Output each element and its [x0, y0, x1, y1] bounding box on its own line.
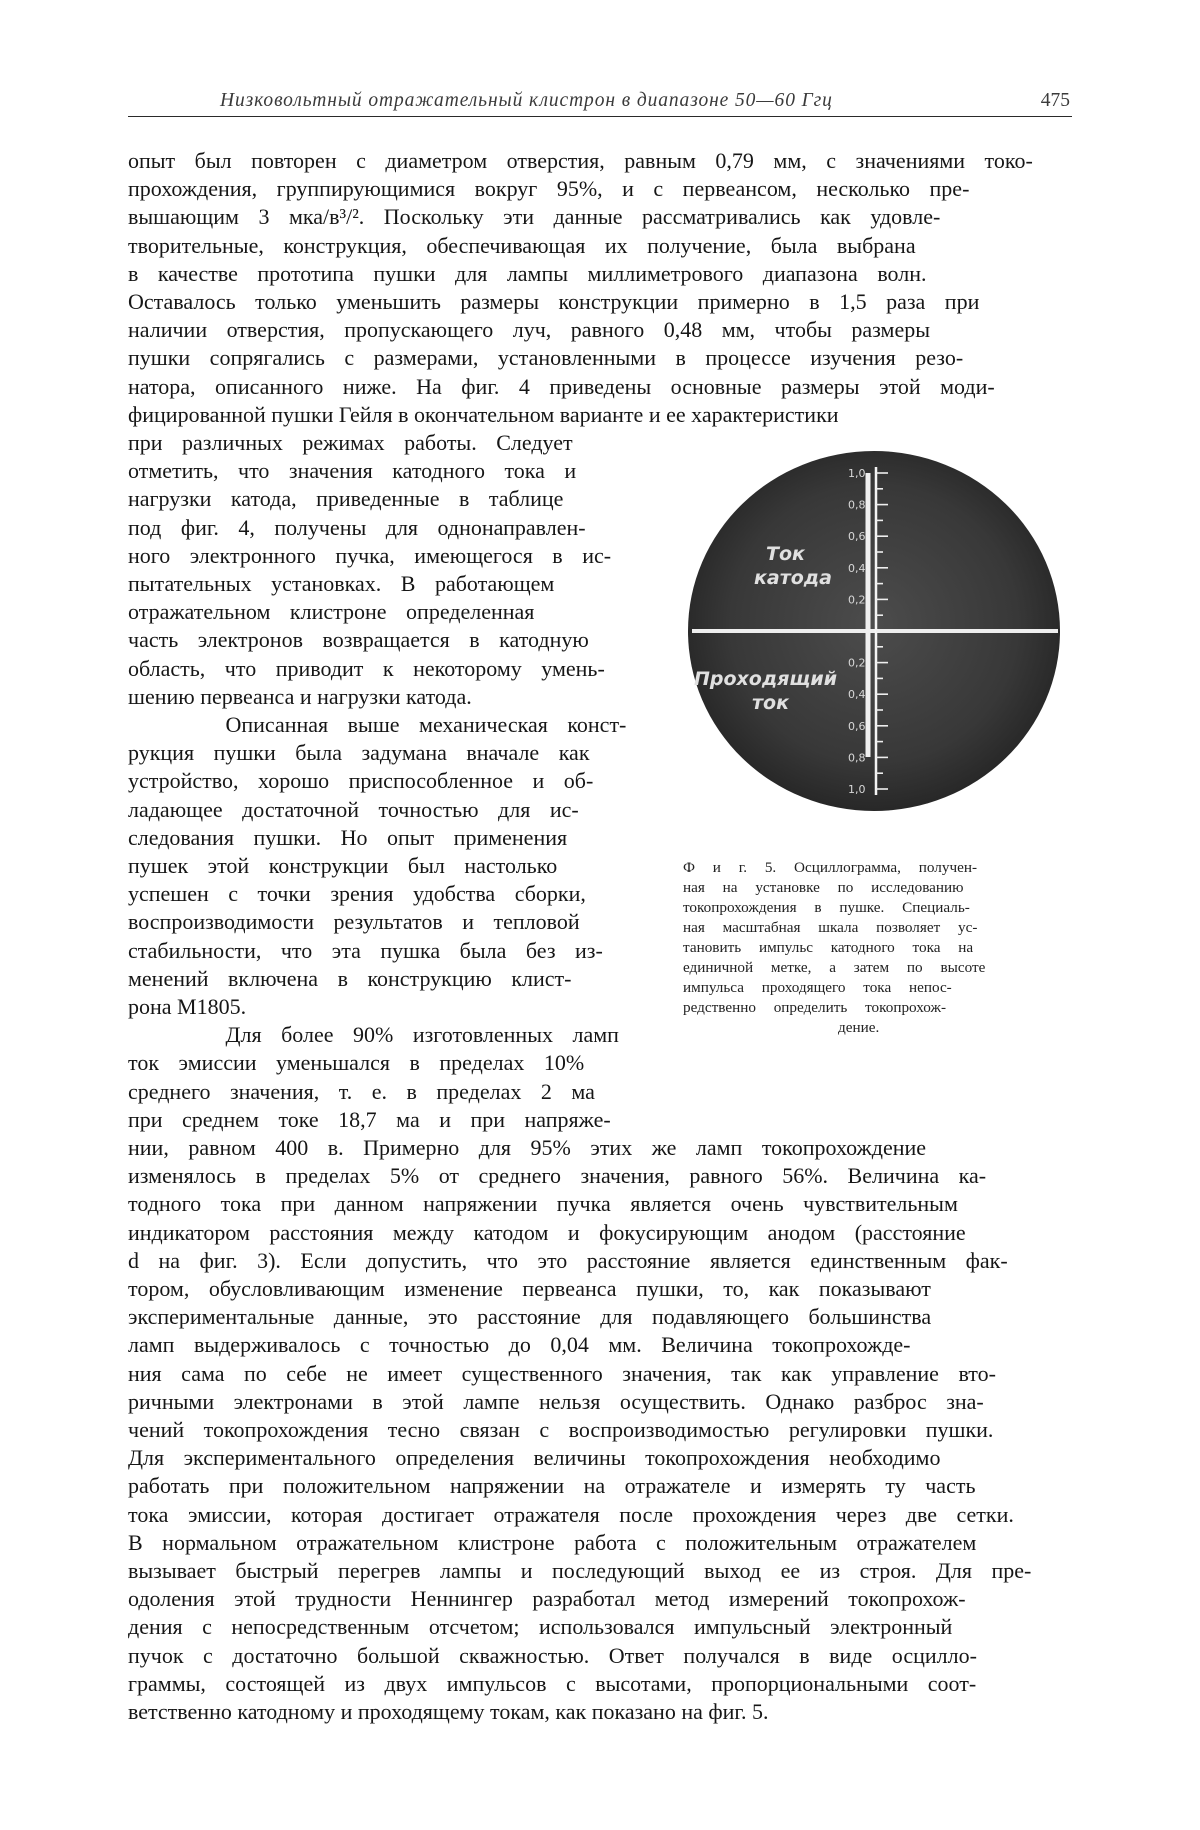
- text-line: пытательных установках. В работающем: [128, 571, 555, 596]
- passing-label-line-1: Проходящий: [694, 668, 838, 690]
- passing-label-line-2: ток: [752, 692, 789, 714]
- cathode-label-line-2: катода: [754, 567, 832, 589]
- text-line: воспроизводимости результатов и тепловой: [128, 909, 580, 935]
- caption-line: Ф и г. 5. Осциллограмма, получен-: [683, 859, 978, 876]
- scale-label-bottom: 0,8: [848, 751, 866, 765]
- text-line: вызывает быстрый перегрев лампы и последующий выход ее из строя. Для пре-: [128, 1558, 1032, 1583]
- running-title: Низковольтный отражательный клистрон в диапазоне 50—60 Ггц: [220, 90, 833, 111]
- text-line: при среднем токе 18,7 ма и при напряже-: [128, 1106, 611, 1132]
- scale-label-top: 0,2: [848, 593, 866, 607]
- text-line: тодного тока при данном напряжении пучка является очень чувствительным: [128, 1191, 958, 1217]
- text-line: d на фиг. 3). Если допустить, что это расстояние является единственным фак-: [128, 1247, 1008, 1273]
- text-line: вышающим 3 мка/в³/². Поскольку эти данные рассматривались как удовле-: [128, 204, 941, 230]
- cathode-label-line-1: Ток: [766, 543, 805, 565]
- scale-label-top: 1,0: [848, 467, 866, 480]
- text-line: при различных режимах работы. Следует: [128, 430, 573, 455]
- text-line: Для экспериментального определения величины токопрохождения необходимо: [128, 1445, 941, 1471]
- text-line: область, что приводит к некоторому умень-: [128, 655, 605, 681]
- scale-label-bottom: 0,6: [848, 719, 866, 733]
- text-line: следования пушки. Но опыт применения: [128, 824, 568, 850]
- text-line: в качестве прототипа пушки для лампы миллиметрового диапазона волн.: [128, 260, 927, 286]
- text-line: В нормальном отражательном клистроне работа с положительным отражателем: [128, 1529, 977, 1555]
- text-line: пучок с достаточно большой скважностью. Ответ получался в виде осцилло-: [128, 1642, 977, 1668]
- text-line: изменялось в пределах 5% от среднего значения, равного 56%. Величина ка-: [128, 1163, 987, 1189]
- text-line: нагрузки катода, приведенные в таблице: [128, 486, 564, 512]
- text-line: дения с непосредственным отсчетом; использовался импульсный электронный: [128, 1614, 953, 1640]
- text-line: Описанная выше механическая конст-: [128, 712, 627, 737]
- caption-line: тановить импульс катодного тока на: [683, 939, 974, 956]
- caption-line: ная масштабная шкала позволяет ус-: [683, 919, 978, 936]
- caption-line: импульса проходящего тока непос-: [683, 979, 952, 996]
- text-line: граммы, состоящей из двух импульсов с высотами, пропорциональными соот-: [128, 1670, 977, 1696]
- text-line: нии, равном 400 в. Примерно для 95% этих же ламп токопрохождение: [128, 1135, 927, 1160]
- text-line: индикатором расстояния между катодом и фокусирующим анодом (расстояние: [128, 1219, 966, 1245]
- text-line: тока эмиссии, которая достигает отражателя после прохождения через две сетки.: [128, 1501, 1014, 1527]
- oscillogram-image: [678, 445, 1073, 815]
- text-line: одоления этой трудности Неннингер разработал метод измерений токопрохож-: [128, 1586, 966, 1612]
- text-line: наличии отверстия, пропускающего луч, равного 0,48 мм, чтобы размеры: [128, 317, 931, 343]
- text-line: отражательном клистроне определенная: [128, 599, 535, 625]
- scale-label-bottom: 0,2: [848, 656, 866, 670]
- text-line: успешен с точки зрения удобства сборки,: [128, 881, 586, 907]
- text-line: стабильности, что эта пушка была без из-: [128, 937, 603, 963]
- text-line: творительные, конструкция, обеспечивающая их получение, была выбрана: [128, 232, 916, 258]
- text-line: рона M1805.: [128, 994, 247, 1019]
- text-line: устройство, хорошо приспособленное и об-: [128, 768, 594, 794]
- scale-label-bottom: 1,0: [848, 783, 866, 796]
- text-line: тором, обусловливающим изменение первеанса пушки, то, как показывают: [128, 1276, 931, 1301]
- text-line: ного электронного пучка, имеющегося в ис-: [128, 542, 612, 568]
- caption-line: единичной метке, а затем по высоте: [683, 959, 986, 976]
- text-line: пушки сопрягались с размерами, установленными в процессе изучения резо-: [128, 345, 964, 371]
- caption-line: токопрохождения в пушке. Специаль-: [683, 899, 970, 916]
- text-line: под фиг. 4, получены для однонаправлен-: [128, 514, 586, 540]
- text-line: ламп выдерживалось с точностью до 0,04 мм. Величина токопрохожде-: [128, 1332, 911, 1358]
- text-line: экспериментальные данные, это расстояние для подавляющего большинства: [128, 1304, 932, 1330]
- page-number: 475: [1040, 90, 1070, 111]
- text-line: часть электронов возвращается в катодную: [128, 627, 589, 653]
- text-line: чений токопрохождения тесно связан с воспроизводимостью регулировки пушки.: [128, 1417, 994, 1442]
- caption-line: редственно определить токопрохож-: [683, 999, 947, 1016]
- running-header: [128, 86, 1072, 117]
- text-line: отметить, что значения катодного тока и: [128, 458, 577, 484]
- text-line: ладающее достаточной точностью для ис-: [128, 796, 579, 822]
- scale-label-bottom: 0,4: [848, 688, 866, 702]
- oscillogram-figure: [678, 445, 1073, 815]
- scale-label-top: 0,8: [848, 498, 866, 512]
- text-line: работать при положительном напряжении на отражателе и измерять ту часть: [128, 1473, 976, 1499]
- text-line: рукция пушки была задумана вначале как: [128, 740, 590, 766]
- text-line: натора, описанного ниже. На фиг. 4 приведены основные размеры этой моди-: [128, 373, 995, 399]
- text-line: фицированной пушки Гейля в окончательном варианте и ее характеристики: [128, 401, 839, 427]
- text-line: менений включена в конструкцию клист-: [128, 965, 572, 991]
- text-line: Для более 90% изготовленных ламп: [128, 1022, 619, 1048]
- text-line: пушек этой конструкции был настолько: [128, 853, 558, 878]
- caption-line: ная на установке по исследованию: [683, 879, 964, 896]
- text-line: среднего значения, т. е. в пределах 2 ма: [128, 1078, 595, 1104]
- text-line: ричными электронами в этой лампе нельзя осуществить. Однако разброс зна-: [128, 1388, 984, 1414]
- scale-label-top: 0,6: [848, 530, 866, 544]
- scale-label-top: 0,4: [848, 561, 866, 575]
- text-line: шению первеанса и нагрузки катода.: [128, 683, 472, 709]
- caption-line: дение.: [838, 1019, 880, 1036]
- text-line: ния сама по себе не имеет существенного значения, так как управление вто-: [128, 1360, 996, 1386]
- text-line: ток эмиссии уменьшался в пределах 10%: [128, 1050, 585, 1076]
- text-line: Оставалось только уменьшить размеры конструкции примерно в 1,5 раза при: [128, 289, 980, 314]
- text-line: ветственно катодному и проходящему токам, как показано на фиг. 5.: [128, 1699, 769, 1724]
- text-line: прохождения, группирующимися вокруг 95%, и с первеансом, несколько пре-: [128, 176, 970, 202]
- text-line: опыт был повторен с диаметром отверстия, равным 0,79 мм, с значениями токо-: [128, 148, 1033, 173]
